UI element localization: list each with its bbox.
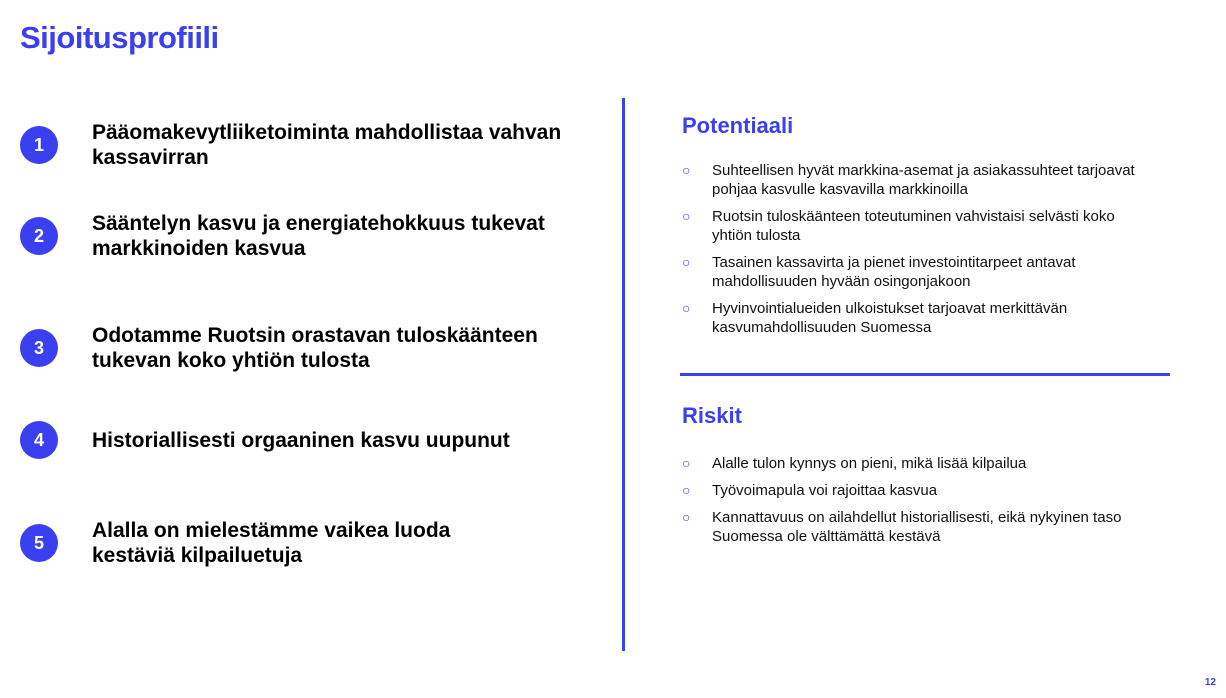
investment-point [20, 120, 562, 170]
investment-point [20, 421, 562, 459]
point-number-badge: 3 [20, 329, 58, 367]
investment-point [20, 518, 492, 568]
risk-item-text: Kannattavuus on ailahdellut historiallisesti, eikä nykyinen taso Suomessa ole välttämättä kestävä [712, 509, 1122, 545]
risk-item-text: Alalle tulon kynnys on pieni, mikä lisää kilpailua [712, 455, 1027, 472]
point-number-badge: 2 [20, 217, 58, 255]
bullet-circle-icon: ○ [682, 162, 691, 178]
list-item [682, 481, 1152, 500]
risks-title: Riskit [682, 403, 742, 428]
bullet-circle-icon: ○ [682, 300, 691, 316]
list-item [682, 454, 1152, 473]
point-text: Sääntelyn kasvu ja energiatehokkuus tukevat markkinoiden kasvua [92, 212, 545, 260]
bullet-circle-icon: ○ [682, 254, 691, 270]
risk-item-text: Työvoimapula voi rajoittaa kasvua [712, 482, 938, 499]
page-number: 12 [1204, 677, 1216, 688]
bullet-circle-icon: ○ [682, 455, 691, 471]
list-item [682, 299, 1152, 337]
potential-item-text: Tasainen kassavirta ja pienet investointitarpeet antavat mahdollisuuden hyvään osingonjakoon [712, 254, 1076, 290]
point-text: Pääomakevytliiketoiminta mahdollistaa vahvan kassavirran [92, 121, 562, 169]
list-item [682, 508, 1152, 546]
risks-list [682, 454, 1152, 554]
point-text: Alalla on mielestämme vaikea luoda kestäviä kilpailuetuja [92, 519, 451, 567]
potential-item-text: Hyvinvointialueiden ulkoistukset tarjoavat merkittävän kasvumahdollisuuden Suomessa [712, 300, 1068, 336]
list-item [682, 207, 1152, 245]
page-title: Sijoitusprofiili [20, 20, 219, 55]
potential-list [682, 161, 1152, 345]
bullet-circle-icon: ○ [682, 509, 691, 525]
point-number-badge: 1 [20, 126, 58, 164]
list-item [682, 161, 1152, 199]
bullet-circle-icon: ○ [682, 482, 691, 498]
bullet-circle-icon: ○ [682, 208, 691, 224]
list-item [682, 253, 1152, 291]
point-text: Historiallisesti orgaaninen kasvu uupunut [92, 428, 510, 452]
potential-title: Potentiaali [682, 113, 794, 138]
potential-item-text: Ruotsin tuloskäänteen toteutuminen vahvistaisi selvästi koko yhtiön tulosta [712, 208, 1115, 244]
potential-item-text: Suhteellisen hyvät markkina-asemat ja asiakassuhteet tarjoavat pohjaa kasvulle kasvavilla markkinoilla [712, 162, 1135, 198]
vertical-divider [622, 98, 625, 651]
investment-point [20, 323, 572, 373]
point-text: Odotamme Ruotsin orastavan tuloskäänteen tukevan koko yhtiön tulosta [92, 324, 538, 372]
horizontal-divider [680, 373, 1170, 376]
point-number-badge: 4 [20, 421, 58, 459]
point-number-badge: 5 [20, 524, 58, 562]
investment-point [20, 211, 562, 261]
